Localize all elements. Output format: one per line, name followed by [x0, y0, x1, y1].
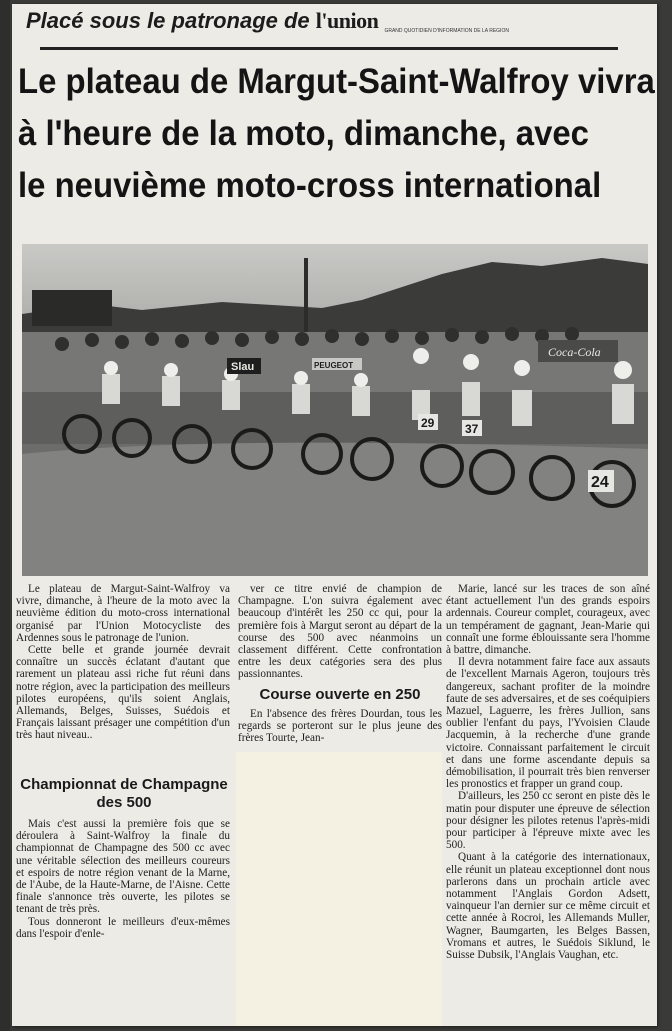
race-start-photo — [22, 244, 648, 576]
col3-paragraph-3: D'ailleurs, les 250 cc seront en piste dès le matin pour disputer une épreuve de sélection pour désigner les pilotes retenus l'après-midi pour participer à l'épreuve mixte avec les 500. — [446, 790, 650, 852]
plate-29: 29 — [421, 416, 435, 430]
banner-rule — [40, 47, 618, 50]
col1-paragraph-2: Cette belle et grande journée devrait connaître un succès éclatant d'autant que rarement un plateau assi riche fut réuni dans notre région, avec la participation des meilleurs pilotes européens, qu'ils soient Anglais, Allemands, Belges, Suisses, Suédois et Français laissant présager une compétition d'un très haut niveau.. — [16, 644, 230, 742]
col1-paragraph-3: Mais c'est aussi la première fois que se déroulera à Saint-Walfroy la finale du championnat de Champagne des 500 cc avec une véritable sélection des meilleurs coureurs et espoirs de notre région venant de la Marne, de l'Aube, de la Haute-Marne, de l'Aisne. Cette finale s'annonce très ouverte, les pilotes se tenant de très près. — [16, 818, 230, 916]
photo-illustration — [22, 244, 648, 576]
plate-37: 37 — [465, 422, 479, 436]
column-1 — [16, 583, 230, 742]
patronage-text: Placé sous le patronage de — [26, 8, 310, 33]
column-2-lower — [238, 708, 442, 745]
col1-paragraph-4: Tous donneront le meilleurs d'eux-mêmes dans l'espoir d'enle- — [16, 915, 230, 940]
col2-paragraph-1: ver ce titre envié de champion de Champagne. L'on suivra également avec beaucoup d'intérêt les 250 cc qui, pour la première fois à Margut seront au départ de la course des 500 avec néanmoins un classement différent. Cette confrontation entre les deux catégories sera des plus passionnantes. — [238, 583, 442, 681]
subhead-course-250: Course ouverte en 250 — [259, 686, 421, 703]
blank-insert-area — [236, 752, 442, 1026]
column-3 — [446, 583, 650, 961]
subhead-championnat: Championnat de Champagne des 500 — [20, 776, 228, 811]
headline-line-1: Le plateau de Margut-Saint-Walfroy vivra — [18, 62, 655, 101]
col3-paragraph-1: Marie, lancé sur les traces de son aîné étant actuellement l'un des grands espoirs ardennais. Coureur complet, courageux, avec un tempérament de gagnant, Jean-Marie qui connaît une forme éblouissante sera l'homme à battre, dimanche. — [446, 583, 650, 657]
plate-24: 24 — [591, 474, 609, 491]
col1-paragraph-1: Le plateau de Margut-Saint-Walfroy va vivre, dimanche, à l'heure de la moto avec la neuvième édition du moto-cross international organisé par l'Union Motocycliste des Ardennes sous le patronage de l'union. — [16, 583, 230, 644]
headline-line-2: à l'heure de la moto, dimanche, avec — [18, 114, 589, 153]
sign-peugeot: PEUGEOT — [314, 361, 354, 370]
column-1-lower — [16, 818, 230, 940]
headline — [18, 56, 655, 246]
union-tagline: GRAND QUOTIDIEN D'INFORMATION DE LA REGION — [384, 28, 509, 34]
union-logo: l'union — [315, 8, 379, 33]
patronage-banner — [26, 8, 626, 48]
col2-paragraph-2: En l'absence des frères Dourdan, tous les regards se porteront sur le plus jeune des frères Tourte, Jean- — [238, 708, 442, 745]
col3-paragraph-2: Il devra notamment faire face aux assauts de l'excellent Marnais Ageron, toujours très dangereux, sachant profiter de la moindre faute de ses adversaires, et de ses coéquipiers Mazuel, Laguerre, les frères Jullion, sans oublier l'enfant du pays, l'Yvoisien Claude Jacquemin, à la recherche d'une grande victoire. Connaissant parfaitement le circuit et dans une forme ascendante depuis sa démobilisation, il pourrait très bien renverser les pronostics et frapper un grand coup. — [446, 656, 650, 791]
sign-slau: Slau — [231, 361, 255, 373]
column-2 — [238, 583, 442, 681]
sign-coca-cola: Coca-Cola — [548, 345, 601, 359]
headline-line-3: le neuvième moto-cross international — [18, 166, 602, 205]
col3-paragraph-4: Quant à la catégorie des internationaux, elle réunit un plateau exceptionnel dont nous parlerons dans un prochain article avec notamment l'Anglais Gordon Adsett, vainqueur l'an dernier sur ce même circuit et cette année à Rocroi, les Allemands Muller, Wagner, Baumgarten, les Belges Bassen, Vromans et autres, le Suédois Siklund, le Suisse Dubsik, l'Anglais Vaughan, etc. — [446, 851, 650, 962]
